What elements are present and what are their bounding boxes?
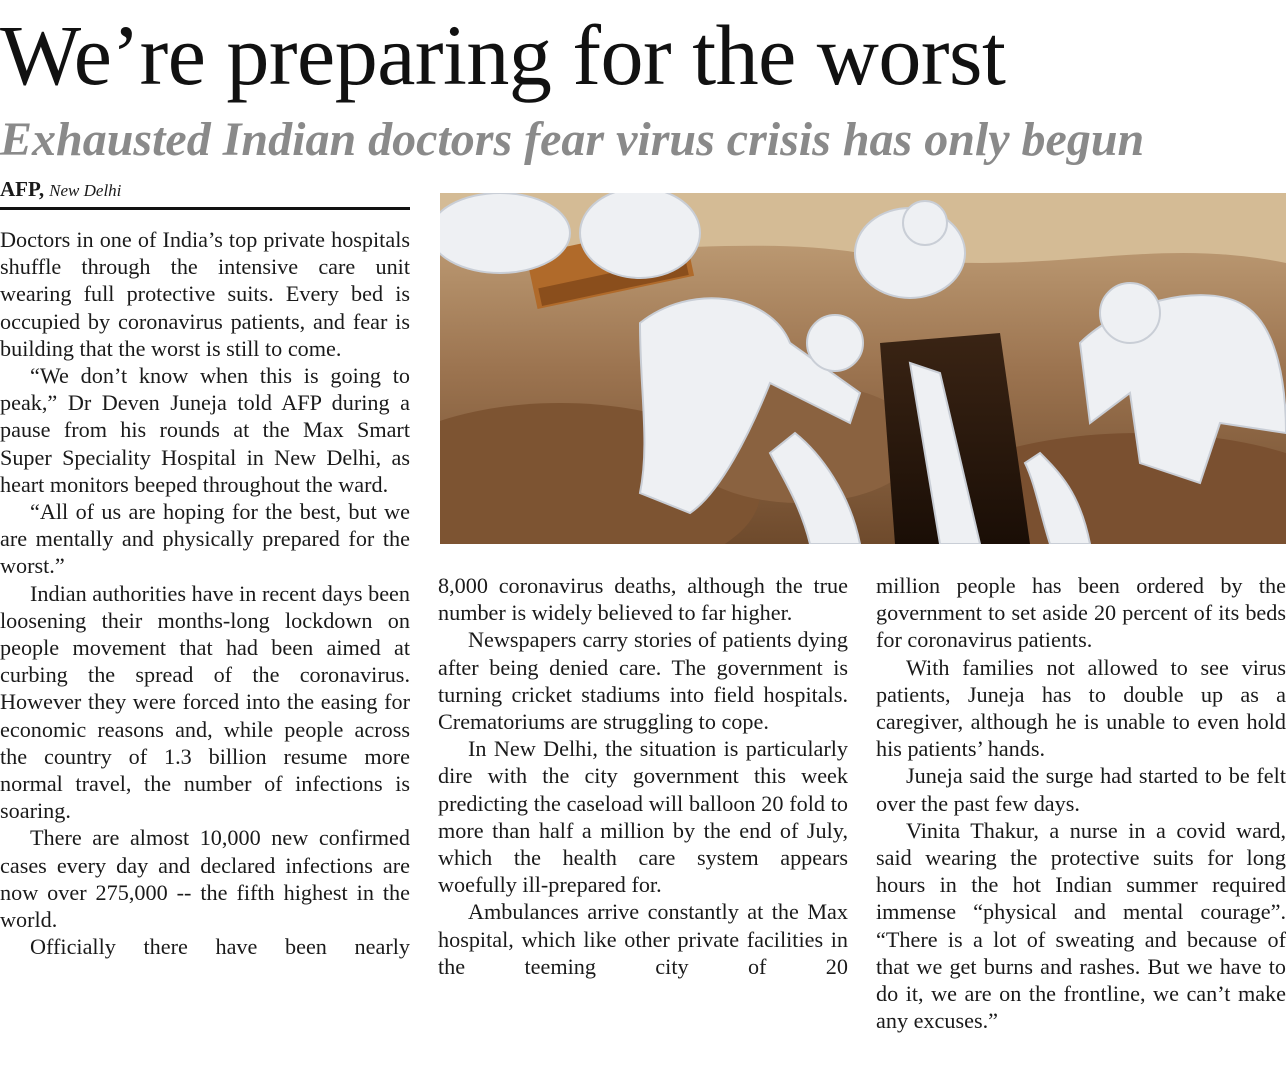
paragraph: Ambulances arrive constantly at the Max hospital, which like other private facilities in the teeming city of 20 xyxy=(438,899,848,979)
burial-scene-photo xyxy=(440,193,1286,544)
paragraph: “All of us are hoping for the best, but we are mentally and physically prepared for the worst.” xyxy=(0,499,410,579)
paragraph: 8,000 coronavirus deaths, although the true number is widely believed to far higher. xyxy=(438,573,848,626)
paragraph: Indian authorities have in recent days been loosening their months-long lockdown on people movement that had been aimed at curbing the spread of the coronavirus. However they were forced into the easing for economic reasons and, while people across the country of 1.3 billion resume more normal travel, the number of infections is soaring. xyxy=(0,580,410,824)
paragraph: Officially there have been nearly xyxy=(30,934,410,960)
paragraph: Doctors in one of India’s top private hospitals shuffle through the intensive care unit wearing full protective suits. Every bed is occupied by coronavirus patients, and fear is building that the worst is still to come. xyxy=(0,227,410,361)
paragraph: There are almost 10,000 new confirmed cases every day and declared infections are now over 275,000 -- the fifth highest in the world. xyxy=(0,825,410,933)
paragraph: In New Delhi, the situation is particularly dire with the city government this week predicting the caseload will balloon 20 fold to more than half a million by the end of July, which the health care system appears woefully ill-prepared for. xyxy=(438,736,848,898)
paragraph: Vinita Thakur, a nurse in a covid ward, said wearing the protective suits for long hours in the hot Indian summer required immense “physical and mental courage”. “There is a lot of sweating and because of that we get burns and rashes. But we have to do it, we are on the frontline, we can’t make any excuses.” xyxy=(876,817,1286,1034)
paragraph: With families not allowed to see virus patients, Juneja has to double up as a caregiver, although he is unable to even hold his patients’ hands. xyxy=(876,654,1286,762)
article-column-2 xyxy=(438,572,848,980)
paragraph: “We don’t know when this is going to peak,” Dr Deven Juneja told AFP during a pause from his rounds at the Max Smart Super Speciality Hospital in New Delhi, as heart monitors beeped throughout the ward. xyxy=(0,363,410,497)
photo-illustration xyxy=(440,193,1286,544)
article-column-3 xyxy=(876,572,1286,1034)
paragraph: million people has been ordered by the government to set aside 20 percent of its beds for coronavirus patients. xyxy=(876,573,1286,653)
byline xyxy=(0,176,410,204)
byline-agency: AFP, xyxy=(0,177,45,201)
headline: We’re preparing for the worst xyxy=(0,7,1006,103)
byline-rule xyxy=(0,207,410,210)
subheadline: Exhausted Indian doctors fear virus crisis has only begun xyxy=(0,113,1145,166)
paragraph: Juneja said the surge had started to be felt over the past few days. xyxy=(876,763,1286,816)
article-column-1 xyxy=(0,226,410,960)
byline-dateline: New Delhi xyxy=(49,181,122,200)
paragraph: Newspapers carry stories of patients dying after being denied care. The government is turning cricket stadiums into field hospitals. Crematoriums are struggling to cope. xyxy=(438,627,848,735)
